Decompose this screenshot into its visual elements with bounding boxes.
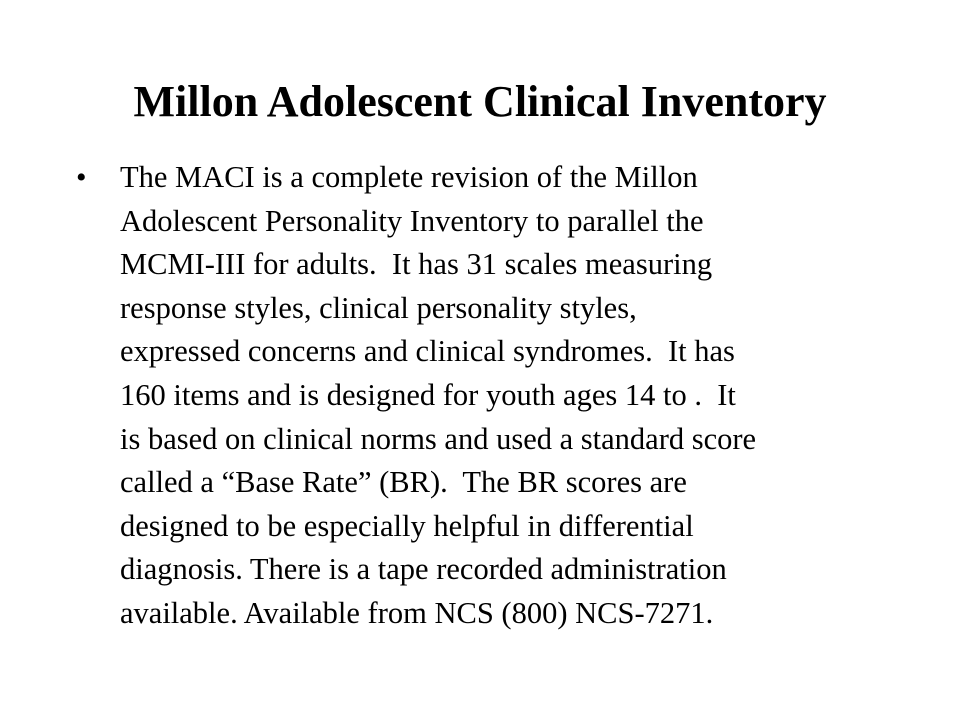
body-line: diagnosis. There is a tape recorded administration <box>120 552 727 587</box>
bullet-item <box>72 156 902 636</box>
body-line: designed to be especially helpful in differential <box>120 508 694 543</box>
body-line: is based on clinical norms and used a standard score <box>120 421 757 456</box>
body-line: The MACI is a complete revision of the Millon <box>120 160 698 194</box>
body-line: 160 items and is designed for youth ages 14 to . It <box>120 377 736 412</box>
bullet-icon: • <box>76 161 87 194</box>
bullet-text <box>120 156 902 636</box>
slide-title: Millon Adolescent Clinical Inventory <box>133 77 827 126</box>
body-line: Adolescent Personality Inventory to parallel the <box>120 203 704 238</box>
body-line: available. Available from NCS (800) NCS-7271. <box>120 595 714 630</box>
bullet-list <box>72 156 902 636</box>
body-line: MCMI-III for adults. It has 31 scales measuring <box>120 247 713 282</box>
body-line: called a “Base Rate” (BR). The BR scores are <box>120 465 687 500</box>
body-line: response styles, clinical personality styles, <box>120 290 637 325</box>
body-line: expressed concerns and clinical syndromes. It has <box>120 334 735 369</box>
